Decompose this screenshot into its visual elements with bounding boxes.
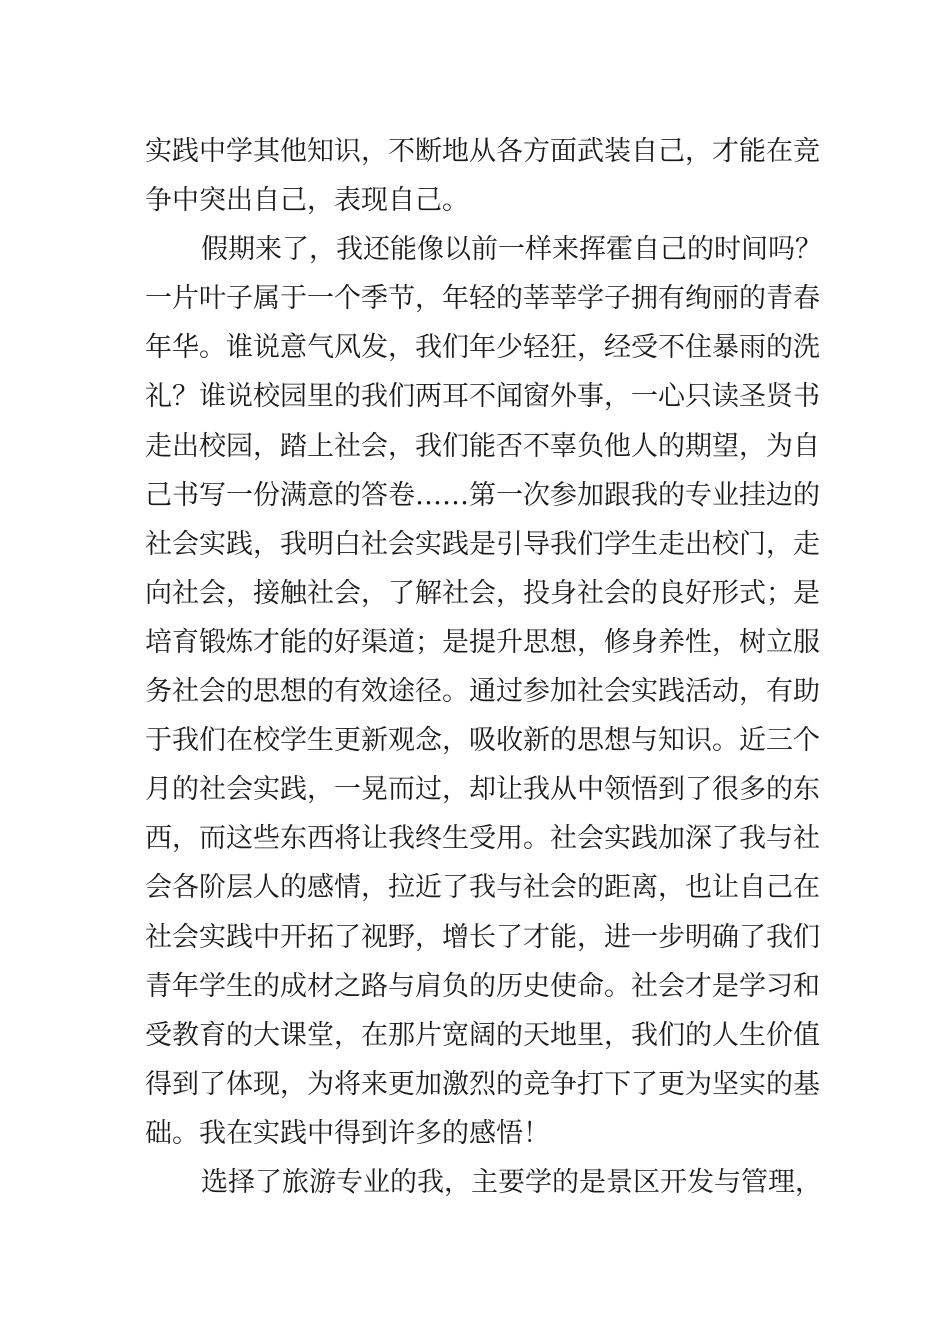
body-text: [145, 127, 822, 1207]
text-line: 月 的 社 会 实 践 ， 一 晃 而 过 ， 却 让 我 从 中 领 悟 到 了 很 多 的 东: [145, 774, 820, 806]
text-line: 得 到 了 体 现 ， 为 将 来 更 加 激 烈 的 竞 争 打 下 了 更 为 坚 实 的 基: [145, 1068, 820, 1100]
text-line: 社 会 实 践 中 开 拓 了 视 野 ， 增 长 了 才 能 ， 进 一 步 明 确 了 我 们: [145, 921, 820, 953]
text-line: 走 出 校 园 ， 踏 上 社 会 ， 我 们 能 否 不 辜 负 他 人 的 期 望 ， 为 自: [145, 430, 820, 462]
text-line: 一 片 叶 子 属 于 一 个 季 节 ， 年 轻 的 莘 莘 学 子 拥 有 绚 丽 的 青 春: [145, 283, 820, 315]
text-line: 务 社 会 的 思 想 的 有 效 途 径 。 通 过 参 加 社 会 实 践 活 动 ， 有 助: [145, 676, 820, 708]
text-line: 年 华 。 谁 说 意 气 风 发 ， 我 们 年 少 轻 狂 ， 经 受 不 住 暴 雨 的 洗: [145, 332, 820, 364]
text-line: 礼 ？ 谁 说 校 园 里 的 我 们 两 耳 不 闻 窗 外 事 ， 一 心 只 读 圣 贤 书: [145, 381, 820, 413]
text-line: 础 。 我 在 实 践 中 得 到 许 多 的 感 悟 ！: [145, 1117, 550, 1149]
text-line: 西 ， 而 这 些 东 西 将 让 我 终 生 受 用 。 社 会 实 践 加 深 了 我 与 社: [145, 823, 820, 855]
text-line: 实 践 中 学 其 他 知 识 ， 不 断 地 从 各 方 面 武 装 自 己 ， 才 能 在 竞: [145, 136, 820, 167]
text-line: 社 会 实 践 ， 我 明 白 社 会 实 践 是 引 导 我 们 学 生 走 出 校 门 ， 走: [145, 528, 820, 560]
text-line: 假 期 来 了 ， 我 还 能 像 以 前 一 样 来 挥 霍 自 己 的 时 间 吗 ？: [201, 234, 822, 266]
text-line: 己 书 写 一 份 满 意 的 答 卷 … … 第 一 次 参 加 跟 我 的 专 业 挂 边 的: [145, 479, 820, 511]
text-line: 青 年 学 生 的 成 材 之 路 与 肩 负 的 历 史 使 命 。 社 会 才 是 学 习 和: [145, 970, 820, 1002]
text-line: 争 中 突 出 自 己 ， 表 现 自 己 。: [145, 185, 469, 217]
text-line: 会 各 阶 层 人 的 感 情 ， 拉 近 了 我 与 社 会 的 距 离 ， 也 让 自 己 在: [145, 872, 820, 904]
text-line: 培 育 锻 炼 才 能 的 好 渠 道 ； 是 提 升 思 想 ， 修 身 养 性 ， 树 立 服: [145, 626, 820, 658]
text-line: 选 择 了 旅 游 专 业 的 我 ， 主 要 学 的 是 景 区 开 发 与 管 理 ，: [201, 1166, 822, 1198]
text-line: 向 社 会 ， 接 触 社 会 ， 了 解 社 会 ， 投 身 社 会 的 良 好 形 式 ； 是: [145, 577, 820, 609]
text-line: 于 我 们 在 校 学 生 更 新 观 念 ， 吸 收 新 的 思 想 与 知 识 。 近 三 个: [145, 725, 820, 757]
text-line: 受 教 育 的 大 课 堂 ， 在 那 片 宽 阔 的 天 地 里 ， 我 们 的 人 生 价 值: [145, 1019, 820, 1051]
